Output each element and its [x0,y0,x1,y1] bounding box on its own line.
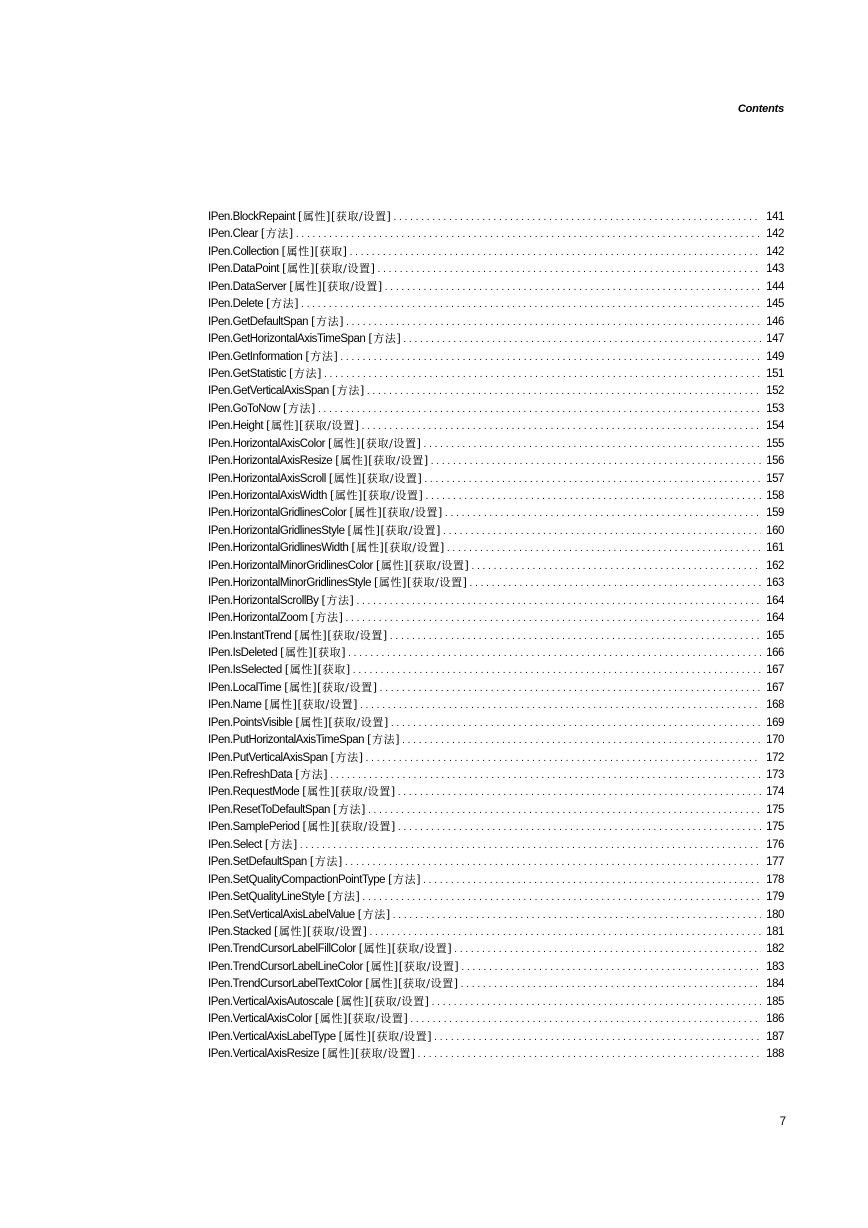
toc-entry-kind: [属性][获取] [284,663,351,677]
toc-entry-kind: [属性][获取/设置] [328,471,423,485]
toc-entry-page: 143 [766,263,784,276]
toc-entry-page: 179 [766,891,784,904]
toc-entry-name: IPen.HorizontalGridlinesStyle [208,524,345,537]
toc-dot-leader [443,523,761,540]
page-number: 7 [779,1116,786,1128]
toc-entry[interactable] [208,243,784,260]
toc-entry-name: IPen.GetVerticalAxisSpan [208,385,329,398]
toc-entry[interactable] [208,470,784,487]
toc-entry-kind: [属性][获取/设置] [322,1047,416,1060]
toc-entry-page: 167 [766,681,784,694]
toc-entry-name: IPen.HorizontalAxisScroll [208,472,326,485]
toc-entry-name: IPen.TrendCursorLabelLineColor [208,960,363,973]
toc-entry-kind: [方法] [305,349,339,363]
toc-entry[interactable] [208,975,784,992]
toc-entry-kind: [方法] [311,314,345,328]
toc-dot-leader [434,1029,761,1046]
toc-entry-kind: [方法] [282,401,316,415]
toc-entry-name: IPen.VerticalAxisLabelType [208,1030,336,1043]
toc-entry-page: 188 [766,1048,784,1060]
toc-entry[interactable] [208,539,784,556]
toc-dot-leader [346,314,761,331]
toc-entry-name: IPen.HorizontalZoom [208,612,308,625]
toc-entry-page: 169 [766,716,784,729]
toc-dot-leader [393,907,761,924]
toc-entry-kind: [属性][获取/设置] [302,785,396,799]
toc-entry-kind: [属性][获取/设置] [297,210,392,223]
toc-entry[interactable] [208,400,784,417]
toc-dot-leader [461,976,761,993]
toc-dot-leader [345,854,761,871]
toc-entry-page: 142 [766,245,784,258]
toc-entry-page: 175 [766,803,784,816]
toc-entry-page: 183 [766,960,784,973]
toc-entry-page: 161 [766,542,784,555]
toc-entry-page: 149 [766,350,784,363]
toc-entry-name: IPen.HorizontalGridlinesWidth [208,542,349,555]
toc-entry-kind: [方法] [388,872,422,886]
toc-dot-leader [402,732,761,749]
toc-entry-name: IPen.GetStatistic [208,367,286,380]
toc-entry-kind: [属性][获取/设置] [347,523,442,537]
toc-entry-name: IPen.PutVerticalAxisSpan [208,751,328,764]
toc-entry-name: IPen.ResetToDefaultSpan [208,803,330,816]
toc-entry-page: 152 [766,385,784,398]
toc-entry-page: 142 [766,228,784,241]
toc-entry[interactable] [208,1028,784,1045]
toc-entry-page: 185 [766,995,784,1008]
toc-entry[interactable] [208,766,784,783]
toc-entry-name: IPen.GetDefaultSpan [208,315,309,328]
toc-entry-name: IPen.RequestMode [208,786,300,799]
toc-dot-leader [403,331,761,348]
toc-entry[interactable] [208,330,784,347]
toc-entry-page: 177 [766,856,784,869]
toc-dot-leader [340,349,761,366]
toc-entry[interactable] [208,836,784,853]
toc-entry[interactable] [208,940,784,957]
toc-entry-name: IPen.HorizontalAxisResize [208,455,333,468]
toc-dot-leader [447,540,761,557]
toc-entry-kind: [属性][获取/设置] [335,454,429,468]
toc-dot-leader [350,244,761,261]
toc-dot-leader [345,610,761,627]
toc-dot-leader [398,819,761,836]
toc-dot-leader [362,418,761,435]
toc-entry-name: IPen.IsDeleted [208,646,278,659]
toc-entry-kind: [属性][获取/设置] [264,698,358,712]
toc-entry-kind: [属性][获取/设置] [358,942,453,956]
toc-entry-name: IPen.HorizontalAxisWidth [208,490,327,502]
toc-dot-leader [301,296,761,313]
toc-entry-kind: [属性][获取/设置] [338,1029,433,1043]
toc-entry-page: 160 [766,524,784,537]
toc-entry-page: 174 [766,786,784,799]
toc-entry-name: IPen.Clear [208,228,258,241]
toc-entry[interactable] [208,557,784,574]
toc-entry-page: 173 [766,769,784,781]
toc-entry[interactable] [208,627,784,644]
toc-entry-page: 178 [766,873,784,886]
toc-entry[interactable] [208,313,784,330]
toc-entry-kind: [属性][获取/设置] [365,959,460,973]
toc-entry-page: 156 [766,455,784,468]
toc-entry-kind: [方法] [309,855,343,869]
toc-entry[interactable] [208,487,784,504]
toc-entry-page: 141 [766,211,784,223]
toc-entry-name: IPen.SamplePeriod [208,821,300,834]
toc-entry-page: 184 [766,978,784,991]
toc-entry-name: IPen.HorizontalScrollBy [208,594,319,607]
toc-entry[interactable] [208,452,784,469]
toc-dot-leader [348,645,761,662]
toc-dot-leader [378,261,761,278]
toc-entry-kind: [属性][获取/设置] [266,419,360,433]
toc-entry-kind: [方法] [264,837,298,851]
toc-dot-leader [353,662,761,679]
toc-entry-name: IPen.Stacked [208,925,272,938]
toc-dot-leader [445,505,761,522]
toc-entry-name: IPen.SetQualityCompactionPointType [208,873,386,886]
toc-entry-kind: [方法] [332,802,366,816]
toc-entry-page: 170 [766,734,784,747]
toc-entry-kind: [方法] [310,611,344,625]
toc-entry[interactable] [208,609,784,626]
toc-entry-kind: [属性][获取/设置] [294,628,388,642]
toc-entry-kind: [属性][获取/设置] [274,924,368,938]
toc-entry[interactable] [208,923,784,940]
toc-dot-leader [367,383,761,400]
toc-entry-name: IPen.SetQualityLineStyle [208,891,325,904]
toc-entry-name: IPen.TrendCursorLabelFillColor [208,943,356,956]
toc-entry[interactable] [208,783,784,800]
toc-entry-kind: [属性][获取/设置] [282,262,376,276]
toc-entry-page: 182 [766,943,784,956]
toc-entry[interactable] [208,871,784,888]
toc-entry-name: IPen.HorizontalMinorGridlinesStyle [208,577,372,590]
toc-entry-page: 180 [766,908,784,921]
toc-entry-name: IPen.DataServer [208,280,287,293]
toc-entry-kind: [方法] [289,366,322,380]
toc-entry-page: 162 [766,559,784,572]
toc-entry-kind: [属性][获取/设置] [284,680,378,694]
toc-dot-leader [324,366,761,383]
toc-entry-kind: [方法] [331,384,365,398]
toc-entry-page: 164 [766,594,784,607]
toc-entry[interactable] [208,749,784,766]
toc-entry-name: IPen.GetInformation [208,350,303,363]
toc-entry[interactable] [208,208,784,225]
toc-dot-leader [425,488,761,505]
toc-dot-leader [300,837,761,854]
toc-entry-page: 155 [766,437,784,450]
toc-entry-kind: [方法] [327,890,361,904]
toc-dot-leader [318,401,761,418]
toc-entry-name: IPen.HorizontalGridlinesColor [208,507,347,520]
toc-entry-kind: [属性][获取/设置] [329,489,424,502]
toc-entry-page: 164 [766,612,784,625]
toc-entry[interactable] [208,888,784,905]
toc-entry-page: 144 [766,280,784,293]
toc-entry-page: 175 [766,821,784,834]
toc-entry-kind: [属性][获取/设置] [351,541,445,555]
toc-dot-leader [380,680,761,697]
toc-entry-page: 166 [766,646,784,659]
toc-entry-kind: [属性][获取/设置] [365,977,459,991]
toc-entry[interactable] [208,801,784,818]
toc-dot-leader [370,924,762,941]
toc-entry[interactable] [208,853,784,870]
toc-entry-name: IPen.GoToNow [208,402,280,415]
toc-entry-page: 154 [766,420,784,433]
toc-dot-leader [398,784,761,801]
toc-entry[interactable] [208,1010,784,1027]
toc-dot-leader [390,628,761,645]
toc-dot-leader [424,471,761,488]
toc-entry[interactable] [208,714,784,731]
toc-entry-kind: [属性][获取] [281,244,348,258]
toc-entry-kind: [方法] [367,733,401,747]
toc-dot-leader [432,994,761,1011]
toc-entry-name: IPen.HorizontalAxisColor [208,437,326,450]
toc-dot-leader [418,1046,761,1063]
toc-entry-name: IPen.RefreshData [208,769,293,781]
toc-entry-kind: [属性][获取/设置] [289,279,383,293]
toc-entry[interactable] [208,522,784,539]
toc-entry-kind: [方法] [330,750,364,764]
toc-entry-page: 165 [766,629,784,642]
toc-entry[interactable] [208,644,784,661]
toc-entry[interactable] [208,504,784,521]
toc-entry[interactable] [208,592,784,609]
toc-dot-leader [410,1011,761,1028]
toc-entry-page: 158 [766,490,784,502]
toc-entry[interactable] [208,295,784,312]
toc-entry-page: 172 [766,751,784,764]
toc-entry[interactable] [208,278,784,295]
toc-entry-kind: [方法] [260,227,294,241]
table-of-contents [208,208,784,1062]
toc-dot-leader [423,872,761,889]
toc-entry-name: IPen.VerticalAxisResize [208,1048,320,1060]
toc-entry-kind: [方法] [295,768,329,781]
toc-entry-name: IPen.SetDefaultSpan [208,856,307,869]
toc-entry-kind: [属性][获取/设置] [349,506,443,520]
toc-dot-leader [424,436,761,453]
toc-entry-page: 145 [766,298,784,311]
toc-entry[interactable] [208,348,784,365]
toc-entry[interactable] [208,661,784,678]
page-header-title: Contents [737,103,784,115]
toc-entry-name: IPen.InstantTrend [208,629,292,642]
toc-entry[interactable] [208,993,784,1010]
toc-entry-kind: [方法] [321,593,355,607]
toc-entry[interactable] [208,906,784,923]
toc-dot-leader [471,558,761,575]
toc-entry-kind: [属性][获取/设置] [314,1012,409,1026]
toc-dot-leader [461,959,761,976]
toc-entry-page: 147 [766,333,784,346]
toc-dot-leader [454,941,761,958]
toc-entry-page: 167 [766,664,784,677]
toc-entry-page: 153 [766,402,784,415]
toc-entry[interactable] [208,382,784,399]
toc-entry-kind: [方法] [368,332,402,346]
toc-entry[interactable] [208,696,784,713]
toc-entry-name: IPen.PointsVisible [208,716,293,729]
toc-entry[interactable] [208,574,784,591]
toc-entry-kind: [方法] [266,297,300,311]
toc-entry-name: IPen.TrendCursorLabelTextColor [208,978,363,991]
toc-dot-leader [296,226,761,243]
toc-entry-page: 159 [766,507,784,520]
toc-entry-page: 157 [766,472,784,485]
toc-entry-kind: [属性][获取/设置] [328,436,422,450]
toc-entry-name: IPen.PutHorizontalAxisTimeSpan [208,734,365,747]
toc-entry-page: 168 [766,699,784,712]
toc-entry-name: IPen.Height [208,420,264,433]
toc-entry-name: IPen.VerticalAxisAutoscale [208,995,334,1008]
toc-entry-page: 187 [766,1030,784,1043]
toc-dot-leader [391,715,761,732]
toc-dot-leader [368,802,761,819]
toc-entry-name: IPen.IsSelected [208,664,282,677]
toc-entry-name: IPen.LocalTime [208,681,282,694]
toc-entry[interactable] [208,818,784,835]
toc-entry-page: 176 [766,838,784,851]
toc-dot-leader [366,750,761,767]
toc-entry[interactable] [208,365,784,382]
toc-entry-kind: [属性][获取] [280,645,347,659]
toc-entry-name: IPen.GetHorizontalAxisTimeSpan [208,333,366,346]
toc-entry[interactable] [208,731,784,748]
toc-entry[interactable] [208,1045,784,1062]
toc-entry-name: IPen.SetVerticalAxisLabelValue [208,908,355,921]
toc-entry-name: IPen.Name [208,699,262,712]
toc-entry-kind: [属性][获取/设置] [295,715,389,729]
toc-entry-kind: [属性][获取/设置] [302,820,396,834]
toc-dot-leader [330,767,761,784]
toc-entry[interactable] [208,225,784,242]
toc-entry-name: IPen.HorizontalMinorGridlinesColor [208,559,373,572]
toc-dot-leader [356,593,761,610]
toc-entry-name: IPen.VerticalAxisColor [208,1013,312,1026]
toc-entry[interactable] [208,958,784,975]
toc-entry-page: 163 [766,577,784,590]
toc-entry-name: IPen.DataPoint [208,263,280,276]
toc-entry-page: 151 [766,367,784,380]
toc-entry-page: 181 [766,925,784,938]
toc-entry-name: IPen.BlockRepaint [208,211,295,223]
toc-dot-leader [385,279,761,296]
toc-entry-kind: [方法] [357,907,391,921]
toc-entry-kind: [属性][获取/设置] [375,558,470,572]
toc-dot-leader [393,209,761,226]
toc-entry-name: IPen.Select [208,838,262,851]
toc-dot-leader [362,889,761,906]
toc-entry-kind: [属性][获取/设置] [374,576,468,590]
toc-entry[interactable] [208,417,784,434]
toc-entry[interactable] [208,679,784,696]
toc-entry-name: IPen.Collection [208,245,279,258]
toc-entry-kind: [属性][获取/设置] [336,994,430,1008]
toc-dot-leader [360,697,761,714]
toc-entry[interactable] [208,260,784,277]
toc-entry[interactable] [208,435,784,452]
toc-entry-page: 186 [766,1013,784,1026]
toc-dot-leader [431,453,761,470]
toc-entry-page: 146 [766,315,784,328]
toc-dot-leader [470,575,761,592]
toc-entry-name: IPen.Delete [208,298,264,311]
